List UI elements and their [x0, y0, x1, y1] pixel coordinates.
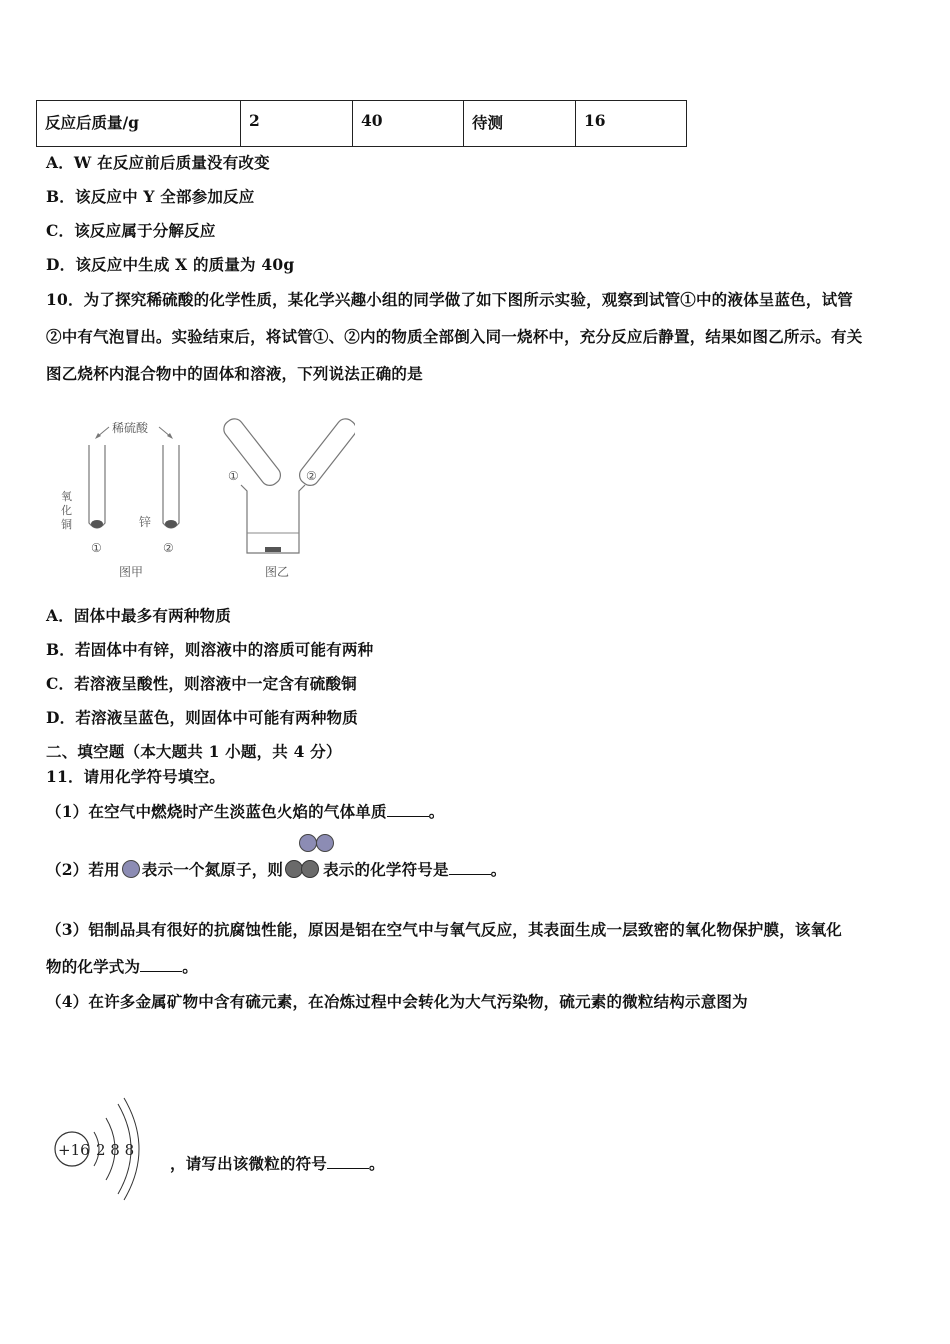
q10-stem-line3: 图乙烧杯内混合物中的固体和溶液，下列说法正确的是	[46, 364, 423, 383]
q11-title: 11．请用化学符号填空。	[46, 767, 225, 786]
pouring-tube-2	[296, 415, 355, 489]
q11-part2-end: 。	[490, 860, 507, 879]
beaker	[241, 485, 305, 553]
q11-part4-text: ，请写出该微粒的符号	[170, 1154, 328, 1173]
q10-option-d: D．若溶液呈蓝色，则固体中可能有两种物质	[46, 708, 358, 727]
q11-part1	[46, 800, 444, 822]
fig-b-caption: 图乙	[265, 565, 290, 579]
table-cell: 2	[241, 101, 353, 147]
answer-blank[interactable]	[327, 1154, 369, 1169]
acid-label: 稀硫酸	[112, 421, 149, 435]
q11-part2	[46, 858, 506, 880]
q11-part3-text: 物的化学式为	[46, 957, 141, 976]
q11-part2-c: 表示的化学符号是	[323, 860, 449, 879]
q9-option-a: A．W 在反应前后质量没有改变	[46, 153, 270, 172]
cuo-label-3: 铜	[61, 518, 72, 531]
table-cell: 40	[353, 101, 464, 147]
test-tube-2	[163, 445, 179, 528]
q11-part3-line1: （3）铝制品具有很好的抗腐蚀性能，原因是铝在空气中与氧气反应，其表面生成一层致密的氧化物保护膜，该氧化	[46, 920, 842, 939]
shell-electrons: 2 8 8	[96, 1141, 135, 1159]
fig-a-caption: 图甲	[119, 565, 144, 579]
q11-part3-end: 。	[182, 957, 198, 976]
answer-blank[interactable]	[387, 802, 429, 817]
cuo-label-1: 氧	[61, 490, 72, 503]
table-cell: 待测	[464, 101, 576, 147]
q10-stem-line1: 10．为了探究稀硫酸的化学性质，某化学兴趣小组的同学做了如下图所示实验，观察到试管①中的液体呈蓝色，试管	[46, 290, 853, 309]
q10-option-b: B．若固体中有锌，则溶液中的溶质可能有两种	[46, 640, 374, 659]
answer-blank[interactable]	[140, 957, 182, 972]
fig-b-tube2-label: ②	[306, 469, 317, 483]
zinc-granules	[165, 520, 177, 528]
q11-part4-end: 。	[369, 1154, 385, 1173]
q9-option-c: C．该反应属于分解反应	[46, 221, 216, 240]
nucleus-charge: +16	[58, 1141, 90, 1159]
q10-experiment-figure	[55, 405, 355, 585]
mass-table	[36, 100, 687, 147]
q11-part3-line2	[46, 955, 198, 977]
cuo-label-2: 化	[61, 504, 72, 517]
q10-option-a: A．固体中最多有两种物质	[46, 606, 231, 625]
n2-molecule-icon	[283, 859, 323, 879]
q11-part1-text: （1）在空气中燃烧时产生淡蓝色火焰的气体单质	[46, 802, 387, 821]
q11-part2-a: （2）若用	[46, 860, 120, 879]
q9-option-b: B．该反应中 Y 全部参加反应	[46, 187, 255, 206]
q11-part2-b: 表示一个氮原子，则	[141, 860, 284, 879]
section-heading: 二、填空题（本大题共 1 小题，共 4 分）	[46, 742, 342, 761]
table-row	[37, 101, 687, 147]
answer-blank[interactable]	[449, 860, 491, 875]
nitrogen-atom-icon	[120, 859, 142, 879]
table-cell: 16	[576, 101, 687, 147]
test-tube-1	[89, 445, 105, 528]
sulfur-ion-diagram	[50, 1092, 160, 1204]
q10-option-c: C．若溶液呈酸性，则溶液中一定含有硫酸铜	[46, 674, 357, 693]
q11-part4-tail	[170, 1152, 385, 1174]
q11-part4: （4）在许多金属矿物中含有硫元素，在冶炼过程中会转化为大气污染物，硫元素的微粒结构示意图为	[46, 992, 748, 1011]
table-cell: 反应后质量/g	[37, 101, 241, 147]
n2-top-molecule	[298, 833, 338, 853]
beaker-solid	[265, 547, 281, 552]
q9-option-d: D．该反应中生成 X 的质量为 40g	[46, 255, 295, 274]
q11-part1-end: 。	[428, 802, 445, 821]
zn-label: 锌	[139, 515, 152, 529]
cuo-powder	[91, 520, 103, 528]
fig-b-tube1-label: ①	[228, 469, 239, 483]
tube1-label: ①	[91, 541, 102, 555]
q10-stem-line2: ②中有气泡冒出。实验结束后，将试管①、②内的物质全部倒入同一烧杯中，充分反应后静置，结果如图乙所示。有关	[46, 327, 863, 346]
tube2-label: ②	[163, 541, 174, 555]
